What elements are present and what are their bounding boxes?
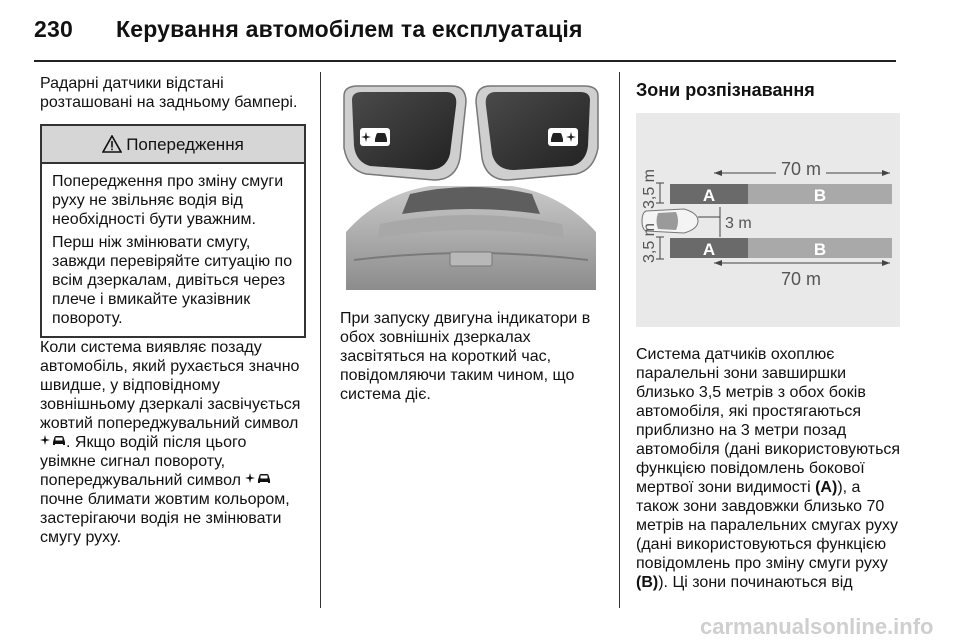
warning-box [40, 124, 306, 338]
zone-b-bottom: B [813, 240, 827, 259]
zone-a-top: A [702, 186, 716, 205]
watermark: carmanualsonline.info [700, 614, 934, 639]
body-paragraph [40, 338, 306, 547]
label-70m-top: 70 m [780, 159, 822, 179]
page-header [34, 16, 583, 43]
zone-a-ref: (A) [815, 479, 838, 496]
warning-title: Попередження [126, 134, 244, 154]
zone-b-top: B [813, 186, 827, 205]
section-heading: Зони розпізнавання [636, 80, 815, 100]
zone-b-ref: (B) [636, 574, 659, 591]
label-3-5m-bottom: 3,5 m [641, 222, 658, 263]
column-divider-1 [320, 72, 321, 608]
blind-spot-symbol-icon [40, 434, 66, 451]
label-70m-bottom: 70 m [780, 269, 822, 289]
mirror-caption: При запуску двигуна індикатори в обох зовнішніх дзеркалах засвітяться на короткий час, повідомляючи таким чином, що система діє. [340, 310, 591, 403]
page-number: 230 [34, 16, 73, 42]
intro-text: Радарні датчики відстані розташовані на задньому бампері. [40, 75, 298, 111]
header-rule [34, 60, 896, 62]
zones-text-2: ), а також зони завдовжки близько 70 метрів на паралельних смугах руху (дані використовуються функцією повідомлень про зміну смуги руху [636, 479, 898, 572]
label-3m: 3 m [725, 215, 752, 232]
label-3-5m-top: 3,5 m [641, 168, 658, 209]
zone-a-bottom: A [702, 240, 716, 259]
warning-paragraph-2: Перш ніж змінювати смугу, завжди перевіряйте ситуацію по всім дзеркалам, дивіться через плече і вмикайте указівник повороту. [52, 234, 293, 327]
mirror-indicator-illustration [340, 82, 602, 290]
warning-body [42, 164, 304, 336]
warning-header [42, 126, 304, 164]
body-text-a: Коли система виявляє позаду автомобіль, який рухається значно швидше, у відповідному зовнішньому дзеркалі засвічується жовтий попереджувальний символ [40, 339, 301, 432]
column-2 [340, 82, 602, 404]
warning-paragraph-1: Попередження про зміну смуги руху не звільняє водія від необхідності бути уважним. [52, 173, 284, 228]
body-text-b: . Якщо водій після цього увімкне сигнал повороту, попереджувальний символ [40, 434, 247, 489]
zones-text-1: Система датчиків охоплює паралельні зони завширшки близько 3,5 метрів з обох боків автомобіля, які простягаються приблизно на 3 метри позад автомобіля (дані використовуються функцією повідомлень бокової мертвої зони видимості [636, 346, 901, 496]
blind-spot-symbol-icon [245, 472, 271, 489]
page-title: Керування автомобілем та експлуатація [116, 16, 583, 42]
warning-triangle-icon [102, 135, 122, 153]
body-text-c: почне блимати жовтим кольором, застерігаючи водія не змінювати смугу руху. [40, 491, 290, 546]
detection-zones-diagram [636, 113, 900, 327]
zones-paragraph [636, 345, 904, 592]
column-1 [40, 74, 306, 547]
column-3 [636, 80, 904, 592]
column-divider-2 [619, 72, 620, 608]
zones-text-3: ). Ці зони починаються від [658, 574, 853, 591]
